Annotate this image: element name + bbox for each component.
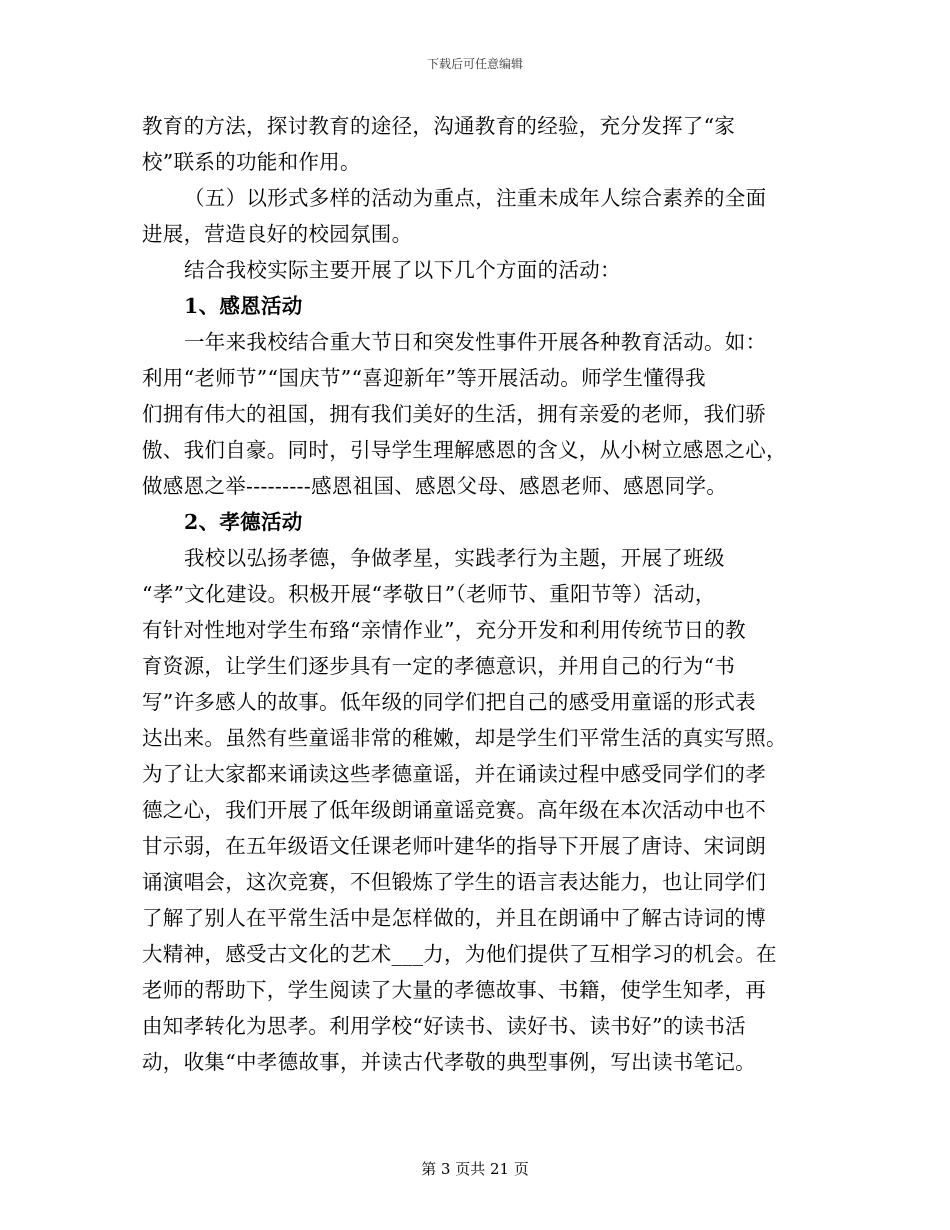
section-heading: 1、感恩活动 xyxy=(184,294,303,318)
document-body xyxy=(142,108,812,1080)
text-line: 了解了别人在平常生活中是怎样做的，并且在朗诵中了解古诗词的博 xyxy=(142,906,766,930)
text-line: 达出来。虽然有些童谣非常的稚嫩，却是学生们平常生活的真实写照。 xyxy=(142,726,787,750)
text-line: 们拥有伟大的祖国，拥有我们美好的生活，拥有亲爱的老师，我们骄 xyxy=(142,402,766,426)
text-line: 为了让大家都来诵读这些孝德童谣，并在诵读过程中感受同学们的孝 xyxy=(142,762,766,786)
text-line: 进展，营造良好的校园氛围。 xyxy=(142,222,413,246)
text-line: 一年来我校结合重大节日和突发性事件开展各种教育活动。如： xyxy=(184,330,767,354)
text-line: 育资源，让学生们逐步具有一定的孝德意识，并用自己的行为“书 xyxy=(142,654,736,678)
text-line: 写”许多感人的故事。低年级的同学们把自己的感受用童谣的形式表 xyxy=(142,690,756,714)
text-line: 动，收集“中孝德故事，并读古代孝敬的典型事例，写出读书笔记。 xyxy=(142,1050,756,1074)
text-line: 我校以弘扬孝德，争做孝星，实践孝行为主题，开展了班级 xyxy=(184,546,725,570)
text-line: 甘示弱，在五年级语文任课老师叶建华的指导下开展了唐诗、宋词朗 xyxy=(142,834,766,858)
page-footer: 第 3 页共 21 页 xyxy=(421,1160,529,1178)
text-line: 校”联系的功能和作用。 xyxy=(142,150,361,174)
text-line: “孝”文化建设。积极开展“孝敬日”（老师节、重阳节等）活动， xyxy=(142,582,716,606)
text-line: 老师的帮助下，学生阅读了大量的孝德故事、书籍，使学生知孝，再 xyxy=(142,978,766,1002)
text-line: 教育的方法，探讨教育的途径，沟通教育的经验，充分发挥了“家 xyxy=(142,114,736,138)
text-line: 大精神，感受古文化的艺术___力，为他们提供了互相学习的机会。在 xyxy=(142,942,777,966)
section-heading: 2、孝德活动 xyxy=(184,510,303,534)
text-line: 利用“老师节”“国庆节”“喜迎新年”等开展活动。师学生懂得我 xyxy=(142,366,706,390)
text-line: 由知孝转化为思孝。利用学校“好读书、读好书、读书好”的读书活 xyxy=(142,1014,746,1038)
page-header: 下载后可任意编辑 xyxy=(426,57,523,71)
text-line: 德之心，我们开展了低年级朗诵童谣竞赛。高年级在本次活动中也不 xyxy=(142,798,766,822)
text-line: 傲、我们自豪。同时，引导学生理解感恩的含义，从小树立感恩之心， xyxy=(142,438,787,462)
text-line: 诵演唱会，这次竞赛，不但锻炼了学生的语言表达能力，也让同学们 xyxy=(142,870,766,894)
text-line: 有针对性地对学生布臵“亲情作业”，充分开发和利用传统节日的教 xyxy=(142,618,746,642)
text-line: 结合我校实际主要开展了以下几个方面的活动： xyxy=(184,258,621,282)
text-line: 做感恩之举---------感恩祖国、感恩父母、感恩老师、感恩同学。 xyxy=(142,474,728,498)
text-line: （五）以形式多样的活动为重点，注重未成年人综合素养的全面 xyxy=(184,186,767,210)
